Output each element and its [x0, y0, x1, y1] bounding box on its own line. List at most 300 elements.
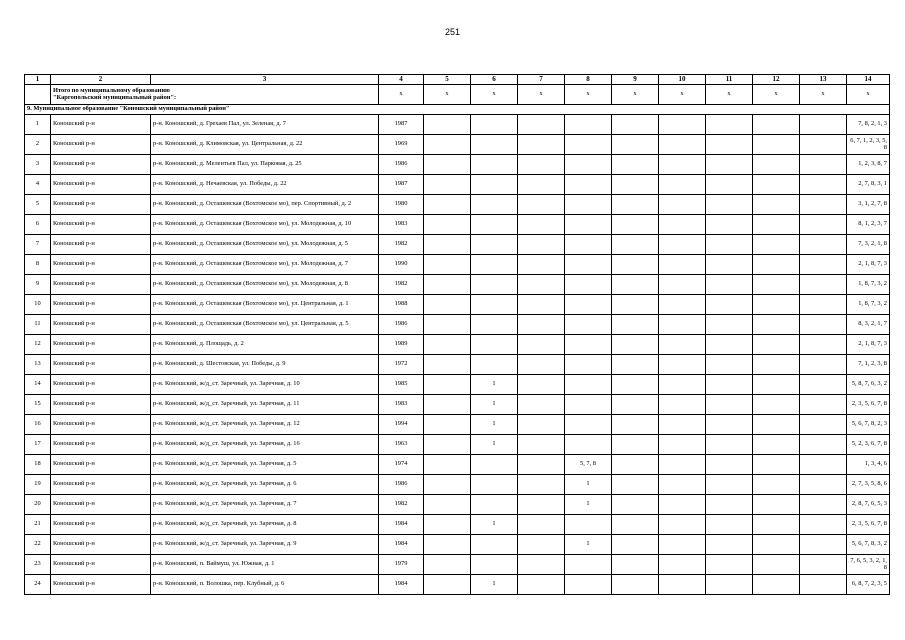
col8-cell [565, 275, 612, 295]
col5-cell [424, 295, 471, 315]
col6-cell [471, 455, 518, 475]
col10-cell [659, 175, 706, 195]
address-cell: р-н. Коношский, ж/д_ст. Заречный, ул. Заречная, д. 5 [151, 455, 379, 475]
table-row [25, 375, 890, 395]
year-cell: 1982 [379, 495, 424, 515]
register-table [24, 74, 890, 595]
col11-cell [706, 575, 753, 595]
total-value-cell: x [706, 85, 753, 105]
col9-cell [612, 175, 659, 195]
col10-cell [659, 515, 706, 535]
col13-cell [800, 335, 847, 355]
total-value-cell: x [800, 85, 847, 105]
row-number-cell: 5 [25, 195, 51, 215]
col6-cell [471, 295, 518, 315]
col13-cell [800, 495, 847, 515]
col8-cell [565, 295, 612, 315]
col8-cell [565, 215, 612, 235]
table-row [25, 495, 890, 515]
col6-cell: 1 [471, 575, 518, 595]
col5-cell [424, 355, 471, 375]
address-cell: р-н. Коношский, д. Осташевская (Вохтомское мо), ул. Молодежная, д. 7 [151, 255, 379, 275]
col14-cell: 7, 1, 2, 3, 8 [847, 355, 890, 375]
col10-cell [659, 295, 706, 315]
col7-cell [518, 355, 565, 375]
col10-cell [659, 135, 706, 155]
col10-cell [659, 375, 706, 395]
col6-cell [471, 495, 518, 515]
col11-cell [706, 235, 753, 255]
col14-cell: 8, 3, 2, 1, 7 [847, 315, 890, 335]
col5-cell [424, 155, 471, 175]
col11-cell [706, 435, 753, 455]
col7-cell [518, 375, 565, 395]
col8-cell [565, 415, 612, 435]
col13-cell [800, 175, 847, 195]
column-number-cell: 9 [612, 75, 659, 85]
col10-cell [659, 155, 706, 175]
district-cell: Коношский р-н [51, 375, 151, 395]
year-cell: 1963 [379, 435, 424, 455]
row-number-cell: 19 [25, 475, 51, 495]
col5-cell [424, 175, 471, 195]
table-row [25, 235, 890, 255]
year-cell: 1984 [379, 515, 424, 535]
col8-cell: 1 [565, 495, 612, 515]
col7-cell [518, 155, 565, 175]
col12-cell [753, 435, 800, 455]
col11-cell [706, 515, 753, 535]
column-number-row [25, 75, 890, 85]
col5-cell [424, 575, 471, 595]
col12-cell [753, 495, 800, 515]
row-number-cell: 12 [25, 335, 51, 355]
col14-cell: 1, 2, 3, 8, 7 [847, 155, 890, 175]
district-cell: Коношский р-н [51, 155, 151, 175]
col7-cell [518, 455, 565, 475]
address-cell: р-н. Коношский, ж/д_ст. Заречный, ул. Заречная, д. 7 [151, 495, 379, 515]
address-cell: р-н. Коношский, ж/д_ст. Заречный, ул. Заречная, д. 9 [151, 535, 379, 555]
col12-cell [753, 395, 800, 415]
col13-cell [800, 135, 847, 155]
row-number-cell: 9 [25, 275, 51, 295]
col12-cell [753, 195, 800, 215]
col11-cell [706, 535, 753, 555]
col9-cell [612, 555, 659, 575]
col9-cell [612, 395, 659, 415]
col8-cell [565, 355, 612, 375]
district-cell: Коношский р-н [51, 415, 151, 435]
col10-cell [659, 315, 706, 335]
row-number-cell: 20 [25, 495, 51, 515]
col7-cell [518, 135, 565, 155]
col14-cell: 2, 8, 7, 6, 5, 3 [847, 495, 890, 515]
total-label-line2: "Каргопольский муниципальный район": [53, 93, 177, 101]
col9-cell [612, 135, 659, 155]
col6-cell [471, 475, 518, 495]
column-number-cell: 5 [424, 75, 471, 85]
row-number-cell: 7 [25, 235, 51, 255]
table-row [25, 255, 890, 275]
total-label-line1: Итого по муниципальному образованию [53, 86, 170, 94]
address-cell: р-н. Коношский, п. Волошка, пер. Клубный, д. 6 [151, 575, 379, 595]
col5-cell [424, 435, 471, 455]
year-cell: 1983 [379, 215, 424, 235]
col10-cell [659, 255, 706, 275]
total-row [25, 85, 890, 105]
col12-cell [753, 275, 800, 295]
col13-cell [800, 375, 847, 395]
section-title: 9. Муниципальное образование "Коношский муниципальный район" [25, 105, 890, 115]
col7-cell [518, 555, 565, 575]
col9-cell [612, 475, 659, 495]
col7-cell [518, 115, 565, 135]
col9-cell [612, 155, 659, 175]
district-cell: Коношский р-н [51, 335, 151, 355]
col12-cell [753, 535, 800, 555]
col12-cell [753, 315, 800, 335]
col7-cell [518, 275, 565, 295]
address-cell: р-н. Коношский, ж/д_ст. Заречный, ул. Заречная, д. 10 [151, 375, 379, 395]
row-number-cell: 11 [25, 315, 51, 335]
year-cell: 1985 [379, 375, 424, 395]
col14-cell: 7, 6, 5, 3, 2, 1, 8 [847, 555, 890, 575]
col7-cell [518, 495, 565, 515]
col8-cell: 1 [565, 475, 612, 495]
col7-cell [518, 435, 565, 455]
col11-cell [706, 375, 753, 395]
col6-cell [471, 135, 518, 155]
total-value-cell: x [424, 85, 471, 105]
col7-cell [518, 315, 565, 335]
col14-cell: 5, 6, 7, 8, 3, 2 [847, 535, 890, 555]
district-cell: Коношский р-н [51, 535, 151, 555]
col12-cell [753, 335, 800, 355]
col10-cell [659, 335, 706, 355]
col10-cell [659, 455, 706, 475]
col5-cell [424, 375, 471, 395]
col6-cell: 1 [471, 375, 518, 395]
col6-cell [471, 355, 518, 375]
col14-cell: 2, 1, 8, 7, 3 [847, 335, 890, 355]
table-row [25, 555, 890, 575]
year-cell: 1984 [379, 535, 424, 555]
col10-cell [659, 555, 706, 575]
district-cell: Коношский р-н [51, 355, 151, 375]
col13-cell [800, 455, 847, 475]
col13-cell [800, 535, 847, 555]
col6-cell: 1 [471, 435, 518, 455]
col12-cell [753, 555, 800, 575]
address-cell: р-н. Коношский, д. Нечаевская, ул. Победы, д. 22 [151, 175, 379, 195]
col7-cell [518, 475, 565, 495]
table-row [25, 115, 890, 135]
col14-cell: 1, 3, 4, 6 [847, 455, 890, 475]
col7-cell [518, 175, 565, 195]
column-number-cell: 14 [847, 75, 890, 85]
address-cell: р-н. Коношский, д. Осташевская (Вохтомское мо), ул. Молодежная, д. 10 [151, 215, 379, 235]
column-number-cell: 6 [471, 75, 518, 85]
district-cell: Коношский р-н [51, 555, 151, 575]
table-row [25, 415, 890, 435]
year-cell: 1994 [379, 415, 424, 435]
total-value-cell: x [753, 85, 800, 105]
col8-cell [565, 575, 612, 595]
table-row [25, 215, 890, 235]
row-number-cell: 8 [25, 255, 51, 275]
address-cell: р-н. Коношский, д. Климовская, ул. Центральная, д. 22 [151, 135, 379, 155]
col8-cell [565, 155, 612, 175]
col5-cell [424, 335, 471, 355]
table-row [25, 355, 890, 375]
col6-cell [471, 555, 518, 575]
col6-cell [471, 115, 518, 135]
col13-cell [800, 315, 847, 335]
col14-cell: 5, 8, 7, 6, 3, 2 [847, 375, 890, 395]
table-row [25, 315, 890, 335]
col12-cell [753, 515, 800, 535]
col13-cell [800, 235, 847, 255]
col5-cell [424, 395, 471, 415]
col11-cell [706, 455, 753, 475]
total-blank-cell [25, 85, 51, 105]
district-cell: Коношский р-н [51, 495, 151, 515]
column-number-cell: 8 [565, 75, 612, 85]
col13-cell [800, 415, 847, 435]
address-cell: р-н. Коношский, ж/д_ст. Заречный, ул. Заречная, д. 8 [151, 515, 379, 535]
year-cell: 1982 [379, 235, 424, 255]
col7-cell [518, 235, 565, 255]
year-cell: 1989 [379, 335, 424, 355]
address-cell: р-н. Коношский, ж/д_ст. Заречный, ул. Заречная, д. 11 [151, 395, 379, 415]
col12-cell [753, 575, 800, 595]
col8-cell: 1 [565, 535, 612, 555]
col13-cell [800, 555, 847, 575]
col7-cell [518, 535, 565, 555]
col12-cell [753, 155, 800, 175]
col9-cell [612, 375, 659, 395]
col8-cell [565, 375, 612, 395]
col14-cell: 6, 8, 7, 2, 3, 5 [847, 575, 890, 595]
col8-cell: 5, 7, 8 [565, 455, 612, 475]
col6-cell [471, 175, 518, 195]
col12-cell [753, 375, 800, 395]
year-cell: 1979 [379, 555, 424, 575]
district-cell: Коношский р-н [51, 275, 151, 295]
col13-cell [800, 575, 847, 595]
column-number-cell: 7 [518, 75, 565, 85]
col14-cell: 2, 3, 5, 6, 7, 8 [847, 395, 890, 415]
table-row [25, 175, 890, 195]
district-cell: Коношский р-н [51, 435, 151, 455]
col6-cell: 1 [471, 395, 518, 415]
year-cell: 1986 [379, 315, 424, 335]
address-cell: р-н. Коношский, д. Площадь, д. 2 [151, 335, 379, 355]
address-cell: р-н. Коношский, д. Осташевская (Вохтомское мо), ул. Центральная, д. 5 [151, 315, 379, 335]
row-number-cell: 16 [25, 415, 51, 435]
column-number-cell: 3 [151, 75, 379, 85]
row-number-cell: 6 [25, 215, 51, 235]
column-number-cell: 2 [51, 75, 151, 85]
year-cell: 1988 [379, 295, 424, 315]
row-number-cell: 18 [25, 455, 51, 475]
col8-cell [565, 515, 612, 535]
col6-cell [471, 215, 518, 235]
col10-cell [659, 235, 706, 255]
col7-cell [518, 415, 565, 435]
col9-cell [612, 255, 659, 275]
col5-cell [424, 515, 471, 535]
row-number-cell: 13 [25, 355, 51, 375]
col10-cell [659, 275, 706, 295]
district-cell: Коношский р-н [51, 195, 151, 215]
year-cell: 1987 [379, 115, 424, 135]
col5-cell [424, 135, 471, 155]
col11-cell [706, 255, 753, 275]
table-row [25, 135, 890, 155]
col12-cell [753, 235, 800, 255]
col8-cell [565, 195, 612, 215]
col11-cell [706, 315, 753, 335]
col11-cell [706, 395, 753, 415]
col10-cell [659, 215, 706, 235]
year-cell: 1982 [379, 275, 424, 295]
col8-cell [565, 555, 612, 575]
col13-cell [800, 275, 847, 295]
col11-cell [706, 175, 753, 195]
year-cell: 1972 [379, 355, 424, 375]
col12-cell [753, 175, 800, 195]
district-cell: Коношский р-н [51, 455, 151, 475]
col5-cell [424, 255, 471, 275]
row-number-cell: 23 [25, 555, 51, 575]
col5-cell [424, 115, 471, 135]
col6-cell [471, 535, 518, 555]
column-number-cell: 12 [753, 75, 800, 85]
col13-cell [800, 475, 847, 495]
col14-cell: 8, 1, 2, 3, 7 [847, 215, 890, 235]
col9-cell [612, 515, 659, 535]
col13-cell [800, 395, 847, 415]
address-cell: р-н. Коношский, ж/д_ст. Заречный, ул. Заречная, д. 16 [151, 435, 379, 455]
year-cell: 1983 [379, 395, 424, 415]
col7-cell [518, 575, 565, 595]
col10-cell [659, 535, 706, 555]
col10-cell [659, 195, 706, 215]
address-cell: р-н. Коношский, ж/д_ст. Заречный, ул. Заречная, д. 6 [151, 475, 379, 495]
district-cell: Коношский р-н [51, 575, 151, 595]
col13-cell [800, 295, 847, 315]
col9-cell [612, 315, 659, 335]
col12-cell [753, 295, 800, 315]
col5-cell [424, 415, 471, 435]
column-number-cell: 4 [379, 75, 424, 85]
address-cell: р-н. Коношский, д. Осташевская (Вохтомское мо), ул. Молодежная, д. 8 [151, 275, 379, 295]
col9-cell [612, 215, 659, 235]
col6-cell [471, 275, 518, 295]
col11-cell [706, 495, 753, 515]
col6-cell [471, 335, 518, 355]
col14-cell: 7, 3, 2, 1, 8 [847, 235, 890, 255]
district-cell: Коношский р-н [51, 515, 151, 535]
col7-cell [518, 195, 565, 215]
table-row [25, 395, 890, 415]
column-number-cell: 10 [659, 75, 706, 85]
col10-cell [659, 115, 706, 135]
row-number-cell: 15 [25, 395, 51, 415]
col11-cell [706, 475, 753, 495]
col9-cell [612, 455, 659, 475]
col12-cell [753, 215, 800, 235]
col5-cell [424, 235, 471, 255]
table-row [25, 275, 890, 295]
col9-cell [612, 295, 659, 315]
district-cell: Коношский р-н [51, 115, 151, 135]
row-number-cell: 21 [25, 515, 51, 535]
col9-cell [612, 275, 659, 295]
col9-cell [612, 435, 659, 455]
col11-cell [706, 555, 753, 575]
col10-cell [659, 475, 706, 495]
col14-cell: 2, 7, 3, 5, 8, 6 [847, 475, 890, 495]
district-cell: Коношский р-н [51, 135, 151, 155]
year-cell: 1990 [379, 255, 424, 275]
table-row [25, 155, 890, 175]
address-cell: р-н. Коношский, д. Осташевская (Вохтомское мо), ул. Молодежная, д. 5 [151, 235, 379, 255]
col11-cell [706, 275, 753, 295]
col13-cell [800, 435, 847, 455]
address-cell: р-н. Коношский, п. Ваймуш, ул. Южная, д. 1 [151, 555, 379, 575]
col9-cell [612, 195, 659, 215]
col7-cell [518, 215, 565, 235]
col9-cell [612, 415, 659, 435]
col7-cell [518, 255, 565, 275]
col7-cell [518, 335, 565, 355]
district-cell: Коношский р-н [51, 235, 151, 255]
year-cell: 1974 [379, 455, 424, 475]
col13-cell [800, 215, 847, 235]
col8-cell [565, 435, 612, 455]
total-value-cell: x [379, 85, 424, 105]
col12-cell [753, 455, 800, 475]
col12-cell [753, 415, 800, 435]
col14-cell: 2, 7, 8, 3, 1 [847, 175, 890, 195]
col6-cell [471, 235, 518, 255]
col10-cell [659, 435, 706, 455]
col13-cell [800, 255, 847, 275]
column-number-cell: 1 [25, 75, 51, 85]
col6-cell [471, 315, 518, 335]
table-row [25, 475, 890, 495]
col11-cell [706, 215, 753, 235]
col11-cell [706, 135, 753, 155]
table-row [25, 535, 890, 555]
col5-cell [424, 475, 471, 495]
col5-cell [424, 495, 471, 515]
table-row [25, 435, 890, 455]
col12-cell [753, 475, 800, 495]
col10-cell [659, 575, 706, 595]
row-number-cell: 14 [25, 375, 51, 395]
col8-cell [565, 315, 612, 335]
col14-cell: 2, 1, 8, 7, 3 [847, 255, 890, 275]
address-cell: р-н. Коношский, д. Мелентьев Пал, ул. Парковая, д. 25 [151, 155, 379, 175]
address-cell: р-н. Коношский, д. Грехаев Пал, ул. Зеленая, д. 7 [151, 115, 379, 135]
col6-cell: 1 [471, 415, 518, 435]
col7-cell [518, 295, 565, 315]
district-cell: Коношский р-н [51, 175, 151, 195]
total-label-cell [51, 85, 379, 105]
